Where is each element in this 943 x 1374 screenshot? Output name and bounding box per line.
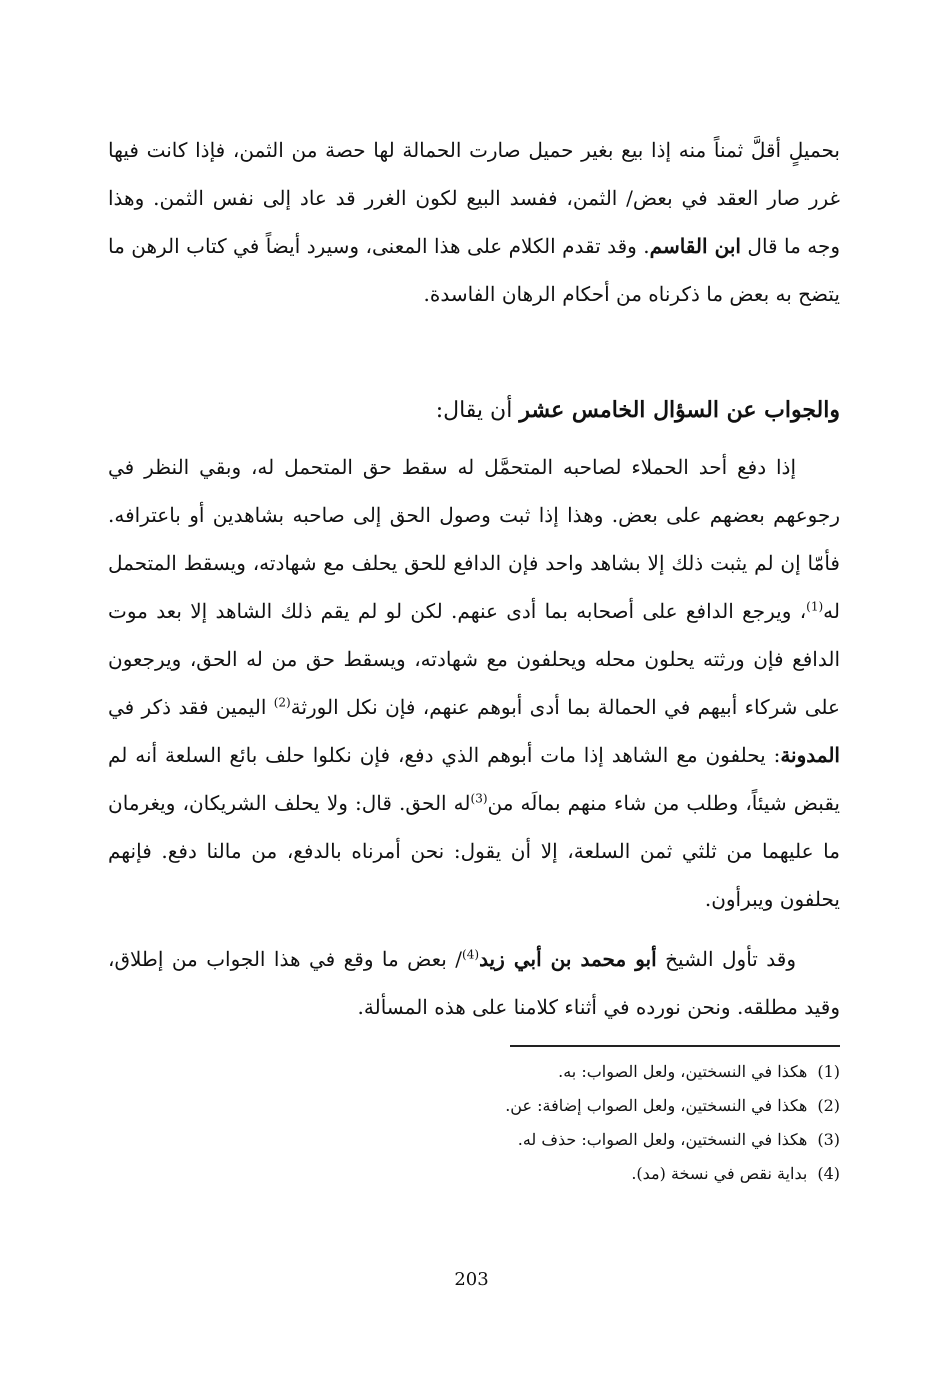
paragraph-3-bold-name: أبو محمد بن أبي زيد [479, 947, 657, 971]
paragraph-1-text: بحميلٍ أقلَّ ثمناً منه إذا بيع بغير حميل صارت الحمالة لها حصة من الثمن، فإذا كانت فيها غرر صار العقد في بعض/ الثمن، ففسد البيع لكون الغرر قد عاد إلى نفس الثمن. وهذا وجه ما قال [108, 138, 841, 258]
paragraph-1-end: . وقد تقدم الكلام على هذا المعنى، وسيرد أيضاً في كتاب الرهن ما يتضح به بعض ما ذكرناه من أحكام الرهان الفاسدة. [108, 234, 840, 306]
page-number: 203 [454, 1269, 489, 1290]
paragraph-2-part-c: اليمين فقد ذكر في [108, 695, 274, 719]
footnote-ref-3: (3) [470, 791, 488, 806]
section-heading-bold: والجواب عن السؤال الخامس عشر [519, 397, 840, 423]
section-heading-rest: أن يقال: [435, 398, 513, 423]
paragraph-2-part-d: : يحلفون مع الشاهد إذا مات أبوهم الذي دفع، فإن نكلوا حلف بائع السلعة أنه لم يقبض شيئاً، وطلب من شاء منهم بمالَه من [108, 743, 840, 815]
paragraph-3 [108, 935, 840, 1031]
paragraph-3-part-a: وقد تأول الشيخ [665, 947, 797, 971]
footnotes [108, 1055, 840, 1191]
section-heading [108, 386, 840, 435]
paragraph-1-bold-name: ابن القاسم [649, 234, 741, 258]
footnote-1 [108, 1055, 840, 1089]
footnote-2-number: (2) [817, 1096, 840, 1115]
paragraph-3-part-b: / بعض ما وقع في هذا الجواب من إطلاق، وقيد مطلقه. ونحن نورده في أثناء كلامنا على هذه المسألة. [108, 947, 840, 1019]
paragraph-2-bold-mudawwana: المدونة [780, 743, 840, 767]
footnote-2-text: هكذا في النسختين، ولعل الصواب إضافة: عن. [505, 1096, 808, 1115]
paragraph-2-part-e: له الحق. قال: ولا يحلف الشريكان، ويغرمان ما عليهما من ثلثي ثمن السلعة، إلا أن يقول: نحن أمرناه بالدفع، من مالنا دفع. فإنهم يحلفون ويبرأون. [108, 791, 840, 911]
footnote-3-text: هكذا في النسختين، ولعل الصواب: حذف له. [517, 1130, 808, 1149]
footnote-divider [510, 1045, 840, 1047]
page-body [108, 126, 840, 1191]
footnote-4 [108, 1157, 840, 1191]
footnote-4-number: (4) [817, 1164, 840, 1183]
footnote-ref-4: (4) [462, 947, 480, 962]
footnote-4-text: بداية نقص في نسخة (مد). [631, 1164, 808, 1183]
footnote-ref-1: (1) [806, 599, 824, 614]
footnote-1-text: هكذا في النسختين، ولعل الصواب: به. [558, 1062, 808, 1081]
paragraph-2-part-a: إذا دفع أحد الحملاء لصاحبه المتحمَّل له سقط حق المتحمل له، وبقي النظر في رجوعهم بعضهم على بعض. وهذا إذا ثبت وصول الحق إلى صاحبه بشاهدين أو باعترافه. فأمّا إن لم يثبت ذلك إلا بشاهد واحد فإن الدافع للحق يحلف مع شهادته، ويسقط المتحمل له [108, 455, 840, 623]
paragraph-2-part-b: ، ويرجع الدافع على أصحابه بما أدى عنهم. لكن لو لم يقم ذلك الشاهد إلا بعد موت الدافع فإن ورثته يحلون محله ويحلفون مع شهادته، ويسقط حق من له الحق، ويرجعون على شركاء أبيهم في الحمالة بما أدى أبوهم عنهم، فإن نكل الورثة [108, 599, 840, 719]
paragraph-1 [108, 126, 840, 318]
footnote-1-number: (1) [817, 1062, 840, 1081]
paragraph-2 [108, 443, 840, 923]
footnote-3-number: (3) [817, 1130, 840, 1149]
footnote-2 [108, 1089, 840, 1123]
footnote-3 [108, 1123, 840, 1157]
footnote-ref-2: (2) [273, 695, 291, 710]
